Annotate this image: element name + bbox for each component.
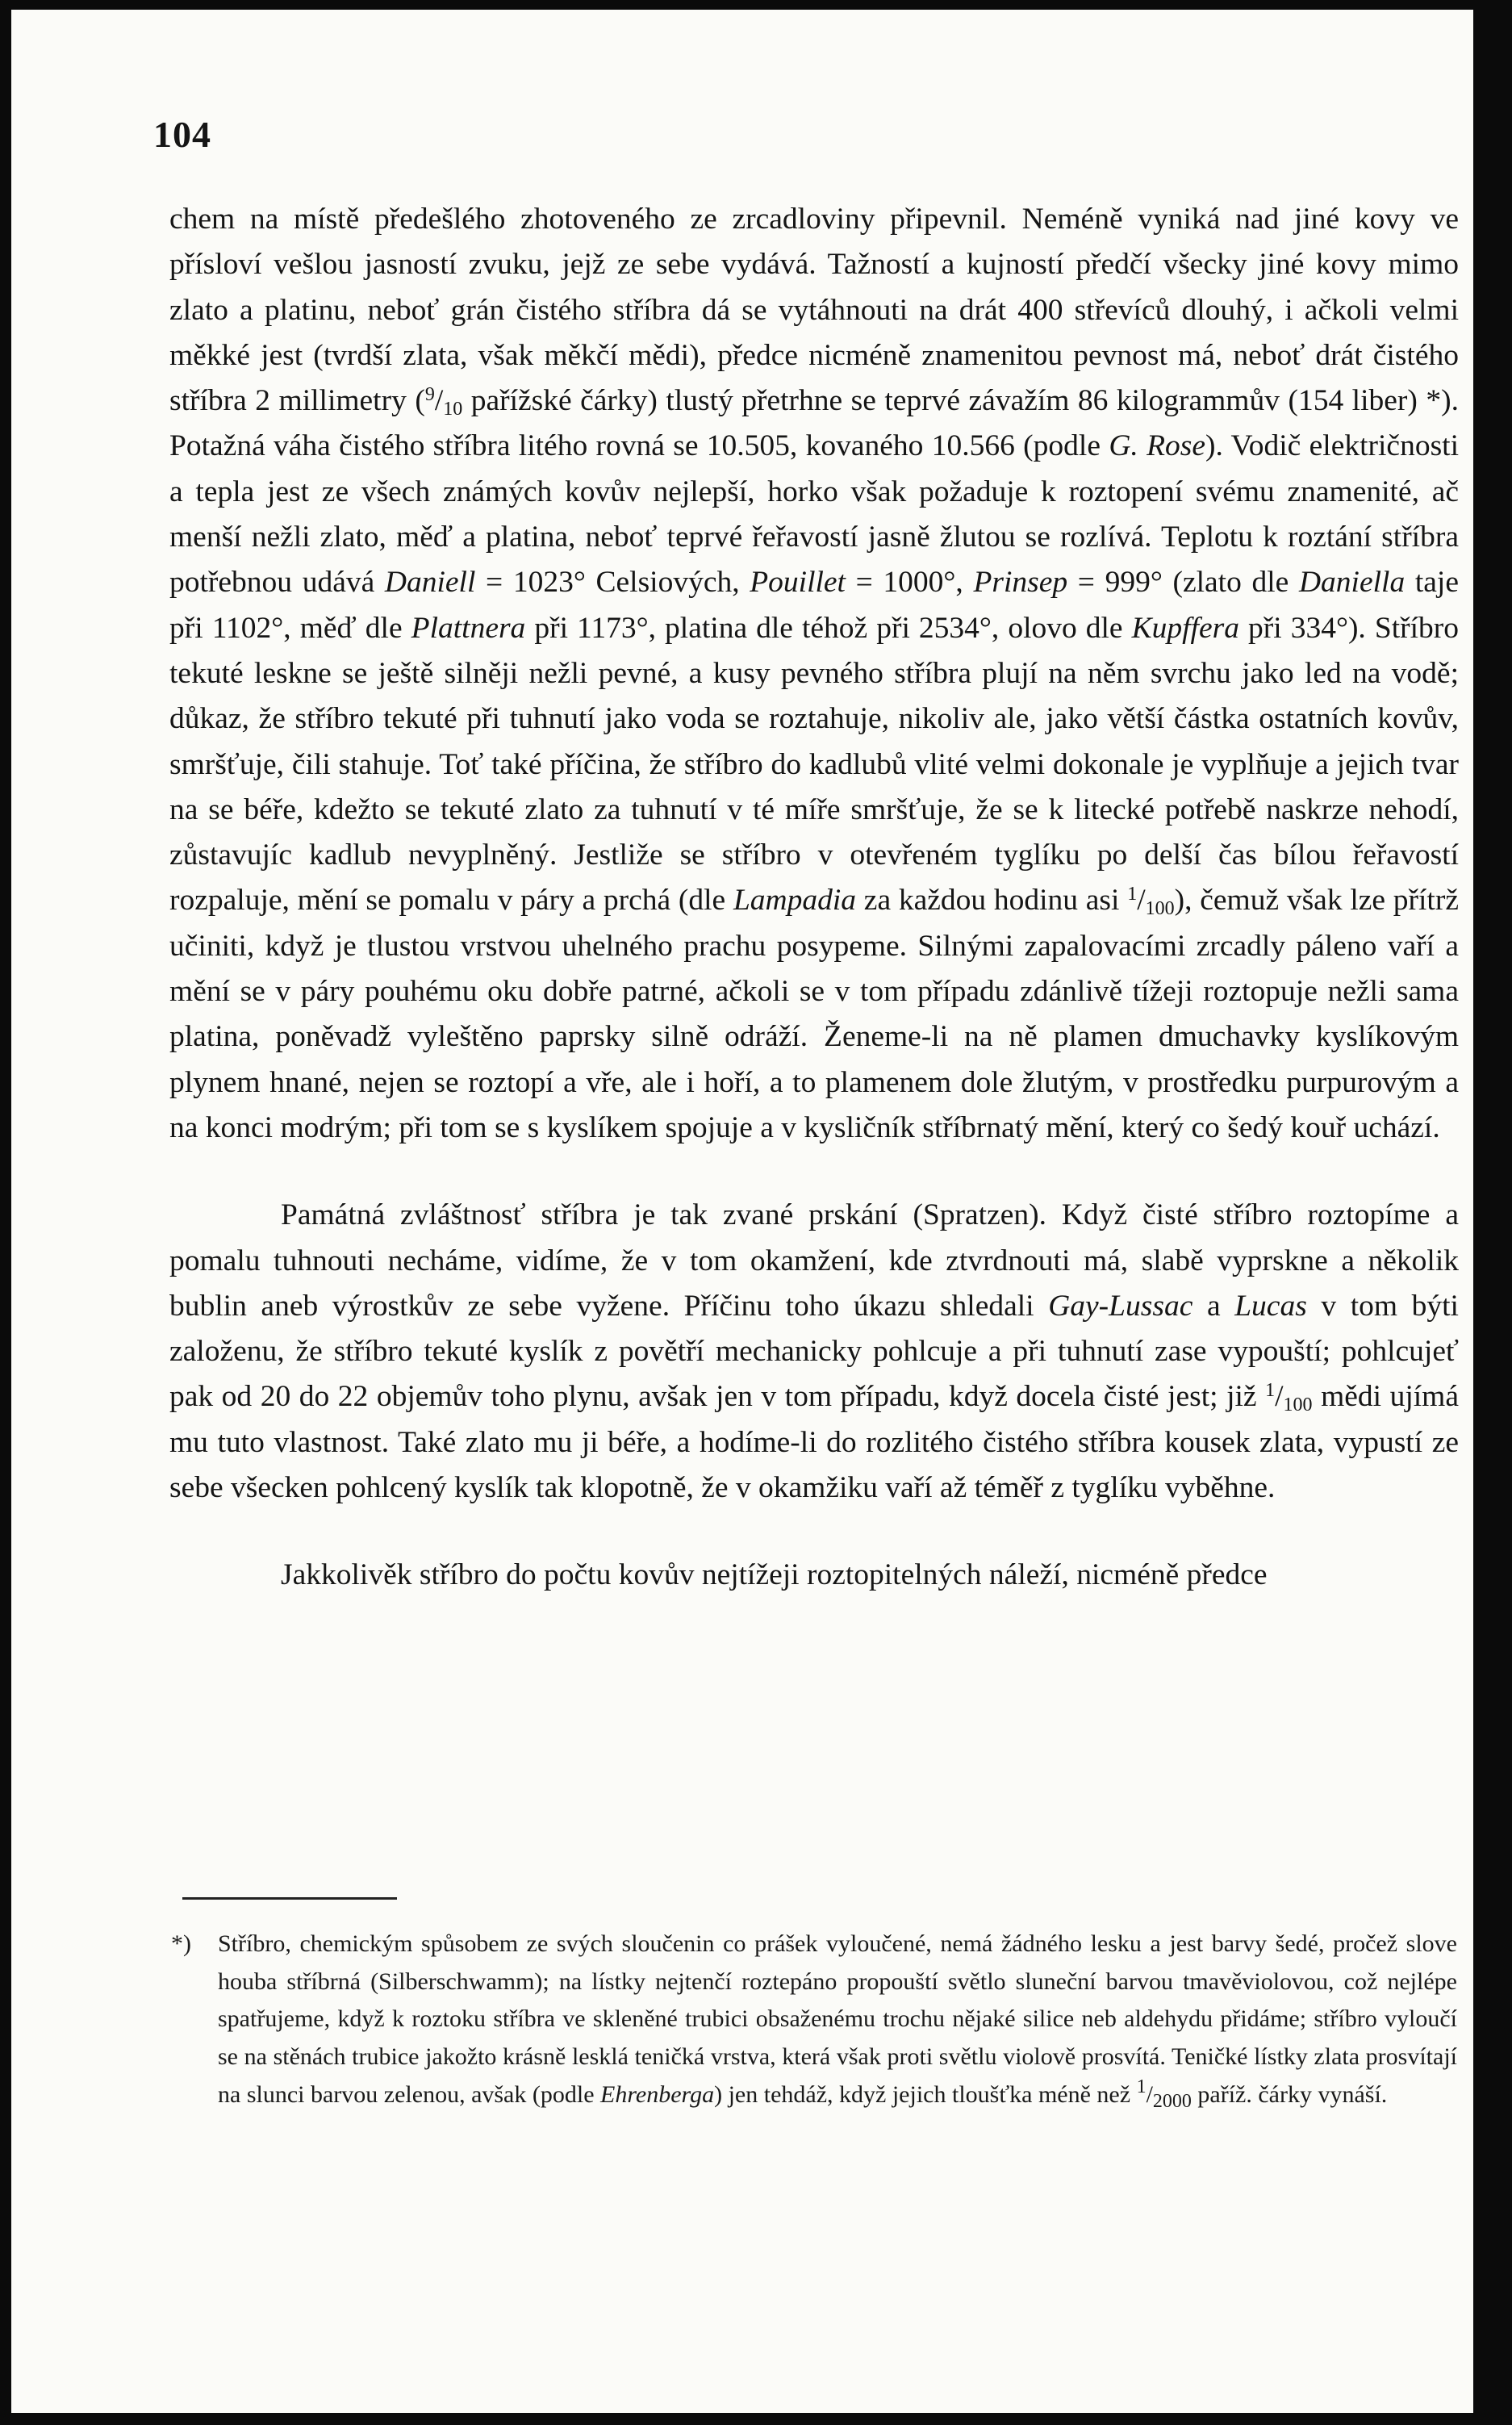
author-name: Kupffera — [1131, 611, 1239, 645]
paragraph-2: Památná zvláštnosť stříbra je tak zvané prskání (Spratzen). Když čisté stříbro roztopíme a pomalu tuhnouti necháme, vidíme, že v tom okamžení, kde ztvrdnouti má, slabě vyprskne a několik bublin aneb výrostkův ze sebe vyžene. Příčinu toho úkazu shledali Gay-Lussac a Lucas v tom býti založenu, že stříbro tekuté kyslík z povětří mechanicky pohlcuje a při tuhnutí zase vypouští; pohlcujeť pak od 20 do 22 objemův toho plynu, avšak jen v tom případu, když docela čisté jest; již $^1/_{100}$ mědi ujímá mu tuto vlastnost. Také zlato mu ji béře, a hodíme-li do rozlitého čistého stříbra kousek zlata, vypustí ze sebe všecken pohlcený kyslík tak klopotně, že v okamžiku vaří až téměř z tyglíku vyběhne. — [169, 1198, 1459, 1505]
book-page — [11, 10, 1473, 2413]
footnote: *) Stříbro, chemickým spůsobem ze svých sloučenin co prášek vyloučené, nemá žádného lesku a jest barvy šedé, pročež slove houba stříbrná (Silberschwamm); na lístky nejtenčí roztepáno propouští světlo sluneční barvou tmavěviolovou, což nejlépe spatřujeme, když k roztoku stříbra ve skleněné trubici obsaženému trochu nějaké silice neb aldehydu přidáme; stříbro vyloučí se na stěnách trubice jakožto krásně lesklá teničká vrstva, která však proti světlu violově prosvítá. Teničké lístky zlata prosvítají na slunci barvou zelenou, avšak (podle Ehrenberga) jen tehdáž, když jejich tloušťka méně než $^1/_{2000}$ paříž. čárky vynáší. — [218, 1925, 1457, 2114]
author-name: Ehrenberga — [600, 2080, 715, 2108]
author-name: Lucas — [1234, 1289, 1307, 1323]
fraction-numerator: 9 — [424, 384, 435, 406]
page-number: 104 — [153, 114, 211, 155]
paragraph-1: chem na místě předešlého zhotoveného ze zrcadloviny připevnil. Neméně vyniká nad jiné kovy ve přísloví vešlou jasností zvuku, jejž ze sebe vydává. Tažností a kujností předčí všecky jiné kovy mimo zlato a platinu, neboť grán čistého stříbra dá se vytáhnouti na drát 400 střevíců dlouhý, i ačkoli velmi měkké jest (tvrdší zlata, však měkčí mědi), předce nicméně znamenitou pevnost má, neboť drát čistého stříbra 2 millimetry ($^9/_{10}$ pařížské čárky) tlustý přetrhne se teprvé závažím 86 kilogrammův (154 liber) *). Potažná váha čistého stříbra litého rovná se 10.505, kovaného 10.566 (podle G. Rose). Vodič električnosti a tepla jest ze všech známých kovův nejlepší, horko však požaduje k roztopení svému znamenité, ač menší nežli zlato, měď a platina, neboť teprvé řeřavostí jasně žlutou se rozlívá. Teplotu k roztání stříbra potřebnou udává Daniell = 1023° Celsiových, Pouillet = 1000°, Prinsep = 999° (zlato dle Daniella taje při 1102°, měď dle Plattnera při 1173°, platina dle téhož při 2534°, olovo dle Kupffera při 334°). Stříbro tekuté leskne se ještě silněji nežli pevné, a kusy pevného stříbra plují na něm svrchu jako led na vodě; důkaz, že stříbro tekuté při tuhnutí jako voda se roztahuje, nikoliv ale, jako větší částka ostatních kovův, smršťuje, čili stahuje. Toť také příčina, že stříbro do kadlubů vlité velmi dokonale je vyplňuje a jejich tvar na se béře, kdežto se tekuté zlato za tuhnutí v té míře smršťuje, že se k litecké potřebě naskrze nehodí, zůstavujíc kadlub nevyplněný. Jestliže se stříbro v otevřeném tyglíku po delší čas bílou řeřavostí rozpaluje, mění se pomalu v páry a prchá (dle Lampadia za každou hodinu asi $^1/_{100}$), čemuž však lze přítrž učiniti, když je tlustou vrstvou uhelného prachu posypeme. Silnými zapalovacími zrcadly páleno vaří a mění se v páry pouhému oku dobře patrné, ačkoli se v tom případu zdánlivě tížeji roztopuje nežli sama platina, poněvadž vyleštěno paprsky silně odráží. Ženeme-li na ně plamen dmuchavky kyslíkovým plynem hnané, nejen se roztopí a vře, ale i hoří, a to plamenem dole žlutým, v prostředku purpurovým a na konci modrým; při tom se s kyslíkem spojuje a v kysličník stříbrnatý mění, který co šedý kouř uchází. — [169, 203, 1460, 1144]
fraction-denominator: 10 — [443, 399, 463, 420]
paragraph-3: Jakkolivěk stříbro do počtu kovův nejtížeji roztopitelných náleží, nicméně předce — [281, 1558, 1268, 1592]
main-text — [169, 197, 1459, 1599]
fraction-numerator: 1 — [1136, 2076, 1147, 2097]
fraction-numerator: 1 — [1127, 884, 1138, 905]
footnote-divider — [182, 1897, 397, 1900]
author-name: Lampadia — [733, 884, 857, 918]
author-name: Plattnera — [411, 611, 526, 645]
author-name: Gay-Lussac — [1048, 1289, 1193, 1323]
fraction-numerator: 1 — [1265, 1380, 1276, 1402]
fraction-denominator: 100 — [1283, 1394, 1313, 1416]
fraction-denominator: 2000 — [1152, 2090, 1192, 2112]
footnote-marker: *) — [171, 1930, 191, 1957]
author-name: Daniell — [384, 566, 476, 600]
author-name: Pouillet — [750, 566, 846, 600]
author-name: Daniella — [1298, 566, 1405, 600]
author-name: Prinsep — [973, 566, 1068, 600]
author-name: G. Rose — [1109, 429, 1205, 463]
fraction-denominator: 100 — [1145, 898, 1175, 920]
